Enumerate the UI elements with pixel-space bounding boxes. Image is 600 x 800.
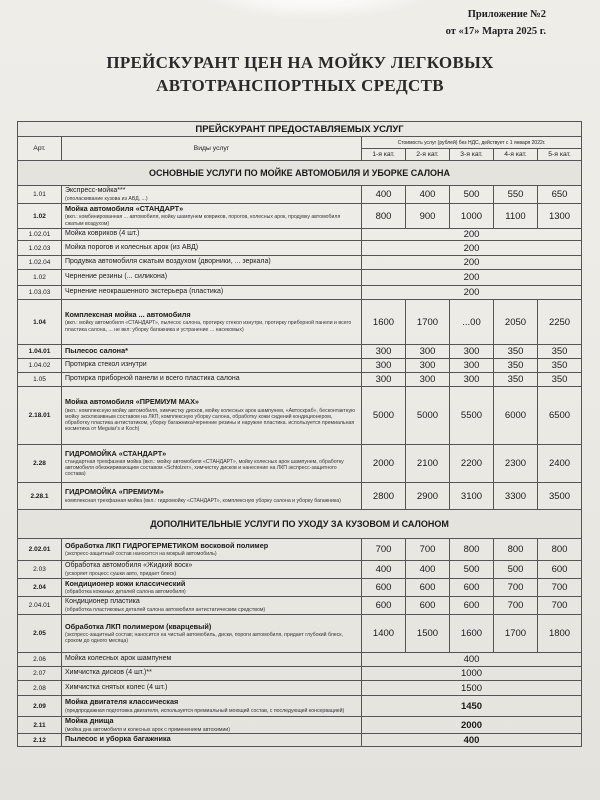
price-cell: 6500 [538,387,582,445]
price-cell: 300 [450,345,494,359]
price-cell-single: 400 [362,653,582,667]
price-cell: 700 [406,539,450,561]
price-cell: 1700 [406,300,450,345]
price-cell: 600 [538,561,582,579]
service-cell [62,270,362,286]
service-description: (обработка кожаных деталей салона автомобиля) [65,589,186,595]
service-name: Обработка ЛКП ГИДРОГЕРМЕТИКОМ восковой полимер [65,540,269,550]
price-cell: 1700 [494,615,538,653]
table-row [18,717,582,734]
price-cell: 5000 [362,387,406,445]
service-cell [62,615,362,653]
table-row [18,387,582,445]
price-cell: 1400 [362,615,406,653]
table-row [18,734,582,747]
price-cell-single: 200 [362,256,582,270]
service-name: Кондиционер кожи классический [65,578,186,588]
service-description: (ополаскивание кузова из АВД, ...) [65,195,148,202]
service-name: Химчистка дисков (4 шт.)** [65,669,152,677]
price-cell: 600 [362,597,406,615]
price-cell: 1800 [538,615,582,653]
service-name: Мойка колесных арок шампунем [65,655,172,663]
service-name: Чернение неокрашенного экстерьера (пластика) [65,288,224,296]
service-cell [62,483,362,510]
article-code: 1.02 [18,204,62,229]
table-caption: ПРЕЙСКУРАНТ ПРЕДОСТАВЛЯЕМЫХ УСЛУГ [18,122,582,137]
service-description: (предпродажная подготовка двигателя, используется премиальный моющий состав, с последующей консервацией) [65,707,345,714]
service-cell [62,579,362,597]
price-cell: 1100 [494,204,538,229]
price-cell: 2300 [494,445,538,483]
service-cell [62,345,362,359]
price-cell: 350 [538,359,582,373]
service-cell [62,186,362,204]
service-name: ГИДРОМОЙКА «ПРЕМИУМ» [65,487,164,497]
price-cell: 700 [494,579,538,597]
category-header: 1-я кат. [362,149,406,161]
price-cell: 800 [362,204,406,229]
price-cell: 3500 [538,483,582,510]
service-name: Экспресс-мойка*** [65,187,126,195]
price-cell: 2800 [362,483,406,510]
table-row [18,681,582,696]
price-cell: 800 [494,539,538,561]
price-cell: 2050 [494,300,538,345]
section-heading-additional: ДОПОЛНИТЕЛЬНЫЕ УСЛУГИ ПО УХОДУ ЗА КУЗОВОМ И САЛОНОМ [18,510,582,539]
price-cell: 1600 [362,300,406,345]
price-cell: 600 [450,579,494,597]
service-name: Химчистка снятых колес (4 шт.) [65,683,168,691]
article-code: 2.02.01 [18,539,62,561]
price-cell: 900 [406,204,450,229]
article-code: 2.18.01 [18,387,62,445]
service-name: Обработка ЛКП полимером (кварцевый) [65,621,212,631]
price-cell-single: 1450 [362,696,582,717]
service-cell [62,300,362,345]
price-cell: 1300 [538,204,582,229]
service-description: (вкл.: комбинированная ... автомобиля, мойку шампунем ковриков, порогов, колесных арок, продувку автомобиля сжатым воздухом) [65,214,341,227]
service-name: Мойка автомобиля «ПРЕМИУМ MAX» [65,397,199,407]
price-cell: 300 [406,373,450,387]
service-name: Мойка двигателя классическая [65,697,179,707]
article-code: 2.03 [18,561,62,579]
service-name: Продувка автомобиля сжатым воздухом (дворники, ... зеркала) [65,258,271,266]
price-cell-single: 200 [362,229,582,241]
service-name: Протирка стекол изнутри [65,361,147,369]
price-cell: 500 [494,561,538,579]
article-code: 1.04 [18,300,62,345]
service-cell [62,667,362,681]
price-table-wrapper [17,121,581,747]
article-code: 1.04.02 [18,359,62,373]
article-code: 2.28.1 [18,483,62,510]
table-row [18,256,582,270]
price-table [17,121,582,747]
service-name: ГИДРОМОЙКА «СТАНДАРТ» [65,448,167,458]
section-row [18,510,582,539]
table-row [18,539,582,561]
price-cell: 600 [362,579,406,597]
service-cell [62,204,362,229]
price-cell: 400 [406,186,450,204]
price-cell: 300 [362,359,406,373]
article-code: 2.04 [18,579,62,597]
service-name: Пылесос салона* [65,345,128,355]
price-cell-single: 2000 [362,717,582,734]
service-cell [62,387,362,445]
article-code: 2.05 [18,615,62,653]
category-header: 3-я кат. [450,149,494,161]
table-row [18,615,582,653]
price-cell-single: 200 [362,286,582,300]
service-description: (ускоряет процесс сушки авто, придает блеск) [65,570,177,577]
service-cell [62,256,362,270]
price-cell: 500 [450,561,494,579]
price-cell: 350 [538,345,582,359]
article-code: 2.11 [18,717,62,734]
article-code: 1.02.04 [18,256,62,270]
table-row [18,445,582,483]
document-title-line2: АВТОТРАНСПОРТНЫХ СРЕДСТВ [156,75,444,95]
price-cell: 5500 [450,387,494,445]
price-cell: 1000 [450,204,494,229]
price-cell: 1500 [406,615,450,653]
annex-number: Приложение №2 [467,9,546,20]
annex-note [446,6,546,41]
table-row [18,241,582,256]
annex-date: от «17» Марта 2025 г. [445,26,546,38]
table-row [18,561,582,579]
service-cell [62,286,362,300]
service-cell [62,696,362,717]
section-heading-basic: ОСНОВНЫЕ УСЛУГИ ПО МОЙКЕ АВТОМОБИЛЯ И УБОРКЕ САЛОНА [18,161,582,186]
article-code: 1.05 [18,373,62,387]
table-row [18,186,582,204]
table-row [18,667,582,681]
price-cell: 2250 [538,300,582,345]
price-cell: 2000 [362,445,406,483]
table-row [18,579,582,597]
price-cell: 1600 [450,615,494,653]
price-cell: 400 [362,561,406,579]
article-code: 1.03.03 [18,286,62,300]
table-row [18,483,582,510]
service-description: (экспресс-защитный состав наносится на мокрый автомобиль) [65,551,217,557]
price-cell: 350 [538,373,582,387]
service-name: Мойка днища [65,716,114,726]
price-cell: 3100 [450,483,494,510]
service-description: (мойка дна автомобиля и колесных арок с применением автохимии) [65,726,231,733]
service-name: Мойка порогов и колесных арок (из АВД) [65,243,199,251]
price-cell: 500 [450,186,494,204]
price-cell: 700 [362,539,406,561]
light-glare [195,0,435,20]
article-code: 1.01 [18,186,62,204]
table-row [18,286,582,300]
service-description: (экспресс-защитный состав; наносится на чистый автомобиль, диски, пороги автомобиля, придает глубокий блеск, сроком до одного месяца) [65,631,343,645]
service-cell [62,597,362,615]
table-row [18,359,582,373]
category-header: 5-я кат. [538,149,582,161]
service-cell [62,539,362,561]
price-cell: 700 [494,597,538,615]
price-cell: 300 [450,373,494,387]
price-cell: 300 [406,359,450,373]
table-row [18,653,582,667]
price-cell: 600 [406,597,450,615]
table-row [18,300,582,345]
service-cell [62,681,362,696]
article-code: 1.02 [18,270,62,286]
service-name: Кондиционер пластика [65,598,140,606]
article-code: 2.07 [18,667,62,681]
service-name: Мойка ковриков (4 шт.) [65,230,140,238]
price-cell-single: 1000 [362,667,582,681]
category-header: 2-я кат. [406,149,450,161]
service-name: Комплексная мойка ... автомобиля [65,310,191,320]
table-row [18,270,582,286]
price-cell: 2900 [406,483,450,510]
article-code: 2.12 [18,734,62,747]
price-cell: 350 [494,345,538,359]
service-name: Обработка автомобиля «Жидкий воск» [65,562,193,570]
article-code: 2.28 [18,445,62,483]
article-code: 1.02.03 [18,241,62,256]
service-cell [62,229,362,241]
price-cell-single: 1500 [362,681,582,696]
price-cell: 400 [406,561,450,579]
table-row [18,373,582,387]
price-cell: 550 [494,186,538,204]
price-cell: 800 [538,539,582,561]
service-description: стандартная трехфазная мойка (вкл.: мойку автомобиля «СТАНДАРТ», мойку колесных арок шампунем, обработку автомобиля обезжиривающим составом «Schtolzer», химчистку дисков и нанесение на ЛКП экспресс-защитного состава) [65,458,344,478]
price-cell: 2100 [406,445,450,483]
price-cell: 3300 [494,483,538,510]
price-cell: 650 [538,186,582,204]
price-cell: 400 [362,186,406,204]
price-cell: 300 [406,345,450,359]
price-cell: 5000 [406,387,450,445]
service-description: комплексная трехфазная мойка (вкл.: гидромойку «СТАНДАРТ», комплексную уборку салона и уборку багажника) [65,497,341,504]
price-cell: 2400 [538,445,582,483]
document-title [60,52,540,98]
price-cell: 600 [450,597,494,615]
service-cell [62,734,362,747]
article-code: 1.04.01 [18,345,62,359]
price-cell: 300 [450,359,494,373]
category-header: 4-я кат. [494,149,538,161]
cost-note: Стоимость услуг (рублей) без НДС, действует с 1 января 2022г. [362,137,582,149]
service-name: Чернение резины (... силикона) [65,273,168,281]
price-cell: 2200 [450,445,494,483]
table-row [18,229,582,241]
article-code: 2.04.01 [18,597,62,615]
article-code: 2.06 [18,653,62,667]
price-cell: ...00 [450,300,494,345]
column-header-service: Виды услуг [62,137,362,161]
price-cell: 300 [362,345,406,359]
service-cell [62,373,362,387]
price-cell: 800 [450,539,494,561]
service-cell [62,445,362,483]
price-cell: 6000 [494,387,538,445]
service-description: (обработка пластиковых деталей салона автомобиля антистатическим средством) [65,606,266,613]
service-cell [62,561,362,579]
service-description: (вкл.: комплексную мойку автомобиля, химчистку дисков, мойку колесных арок шампунем, «Автоскраб», бесконтактную мойку эксклюзивным составом на ЛКП, комплексную уборку салона, обработку кожи сидений кондиционером, обработку пластика антистатиком, уборку багажника/чернение резины и наружне пластика. используется премиальная косметика от Meguiar's и Koch) [65,407,356,433]
article-code: 2.09 [18,696,62,717]
service-name: Пылесос и уборка багажника [65,734,171,744]
price-cell: 700 [538,597,582,615]
price-cell: 700 [538,579,582,597]
price-cell: 350 [494,373,538,387]
service-cell [62,717,362,734]
service-description: (вкл.: мойку автомобиля «СТАНДАРТ», пылесос салона, протирку стекол изнутри, протирку приборной панели и всего пластика салона, ... не вкл: уборку багажника и устранение ... насекомых) [65,320,352,333]
document-title-line1: ПРЕЙСКУРАНТ ЦЕН НА МОЙКУ ЛЕГКОВЫХ [106,53,494,72]
column-header-art: Арт. [18,137,62,161]
price-cell-single: 400 [362,734,582,747]
service-name: Мойка автомобиля «СТАНДАРТ» [65,204,184,214]
article-code: 1.02.01 [18,229,62,241]
service-cell [62,241,362,256]
price-cell-single: 200 [362,241,582,256]
table-row [18,597,582,615]
table-row [18,345,582,359]
price-cell: 600 [406,579,450,597]
price-cell: 350 [494,359,538,373]
service-cell [62,359,362,373]
service-name: Протирка приборной панели и всего пластика салона [65,375,240,383]
article-code: 2.08 [18,681,62,696]
service-cell [62,653,362,667]
table-row [18,204,582,229]
price-cell-single: 200 [362,270,582,286]
price-cell: 300 [362,373,406,387]
table-row [18,696,582,717]
